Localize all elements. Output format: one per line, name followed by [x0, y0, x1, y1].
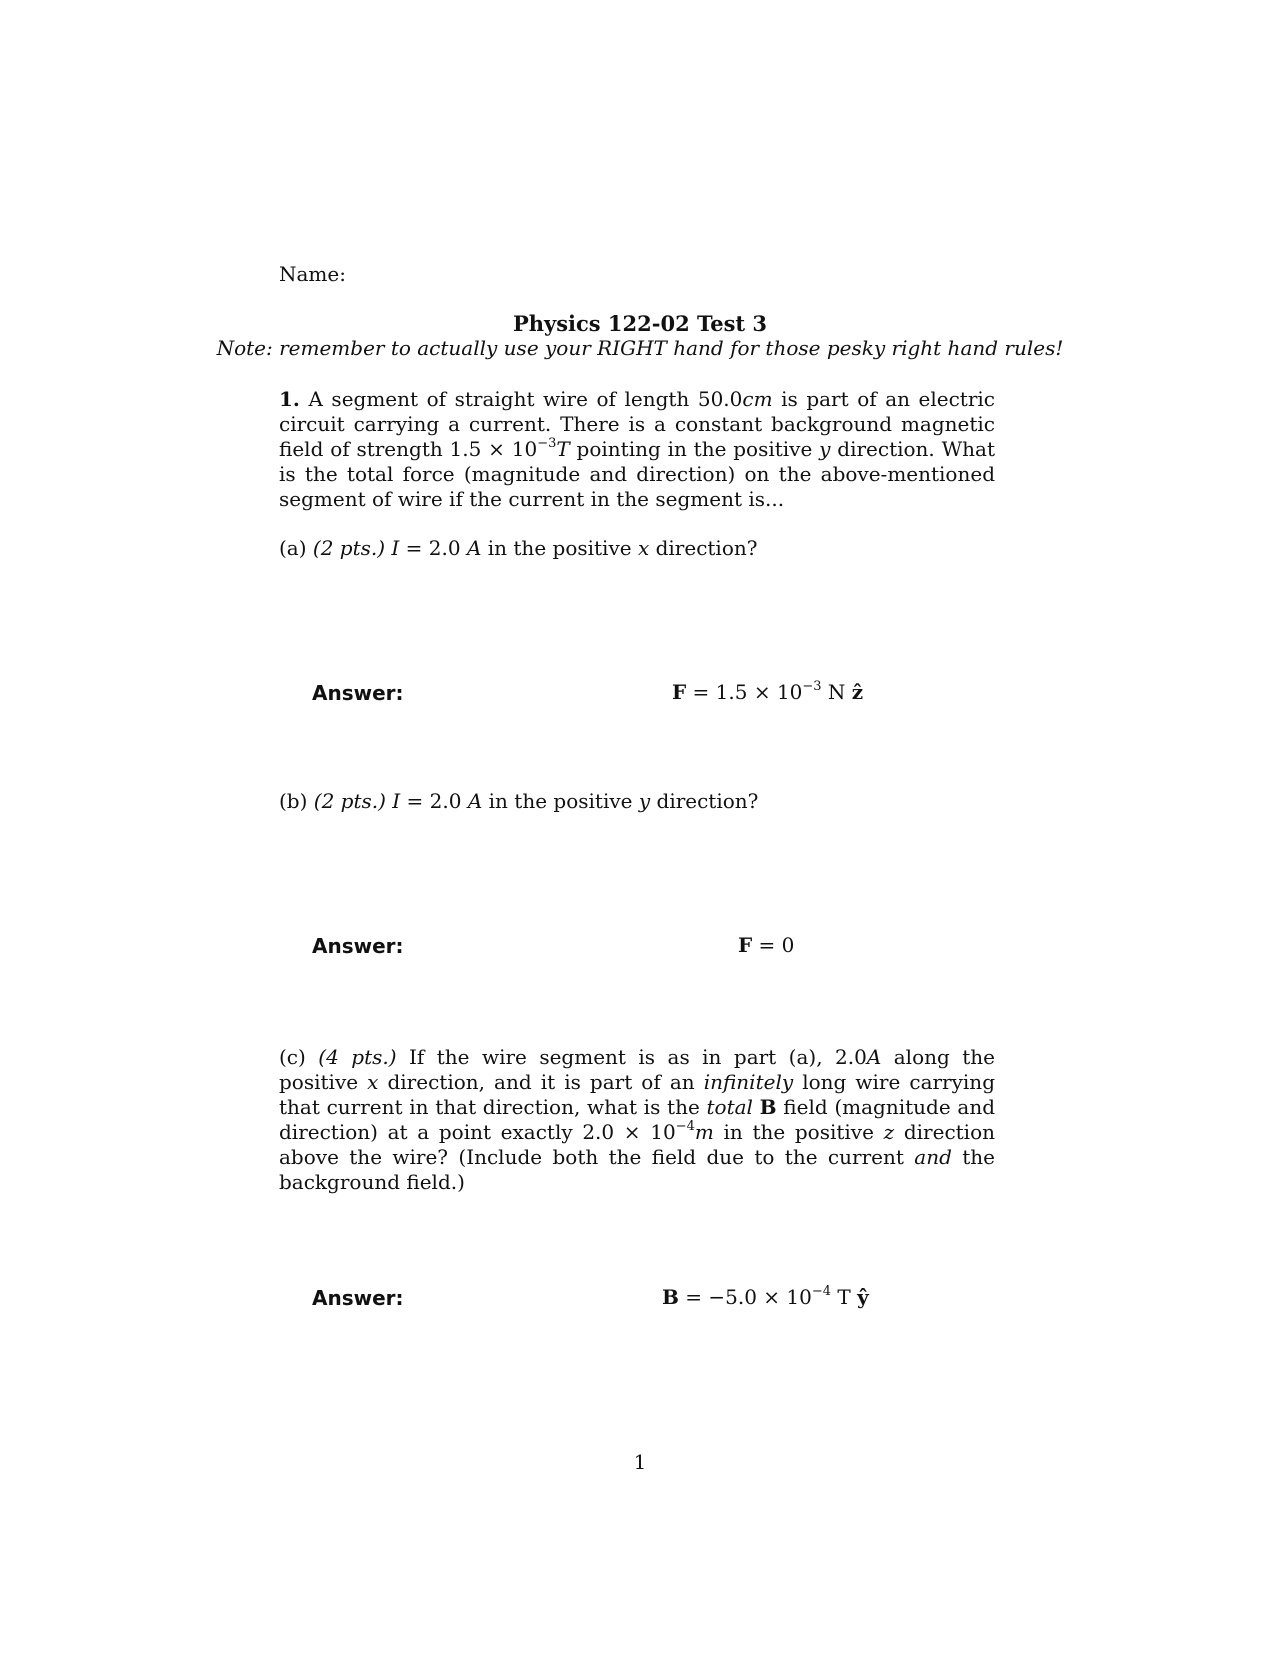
part-b-question: (b) (2 pts.) I = 2.0 A in the positive y direction? — [279, 789, 759, 813]
note-text: Note: remember to actually use your RIGHT hand for those pesky right hand rules! — [216, 336, 1064, 360]
part-a-question: (a) (2 pts.) I = 2.0 A in the positive x direction? — [279, 536, 758, 560]
answer-b-value: F = 0 — [738, 933, 795, 957]
part-c-question: (c) (4 pts.) If the wire segment is as in part (a), 2.0A along the positive x direction, and it is part of an infinitely long wire carrying that current in that direction, what is the total B field (magnitude and direction) at a point exactly $2.0 \times 10^{-4}m$ in the positive z direction above the wire? (Include both the field due to the current and the background field.) — [279, 1045, 996, 1194]
name-label: Name: — [279, 262, 346, 286]
question-1-text: 1. A segment of straight wire of length 50.0cm is part of an electric circuit carrying a current. There is a constant background magnetic field of strength $1.5 \times 10^{-3}T$ pointing in the positive y direction. What is the total force (magnitude and direction) on the above-mentioned segment of wire if the current in the segment is... — [279, 387, 996, 511]
answer-label: Answer: — [312, 934, 404, 958]
answer-c-value: $B = -5.0 \times 10^{-4}$ T ŷ — [662, 1284, 869, 1309]
page-title: Physics 122-02 Test 3 — [512, 311, 768, 336]
answer-label: Answer: — [312, 681, 404, 705]
page-number: 1 — [633, 1450, 647, 1474]
question-number: 1. — [279, 387, 300, 411]
answer-label: Answer: — [312, 1286, 404, 1310]
answer-a-value: $F = 1.5 \times 10^{-3}$ N ẑ — [672, 679, 864, 704]
